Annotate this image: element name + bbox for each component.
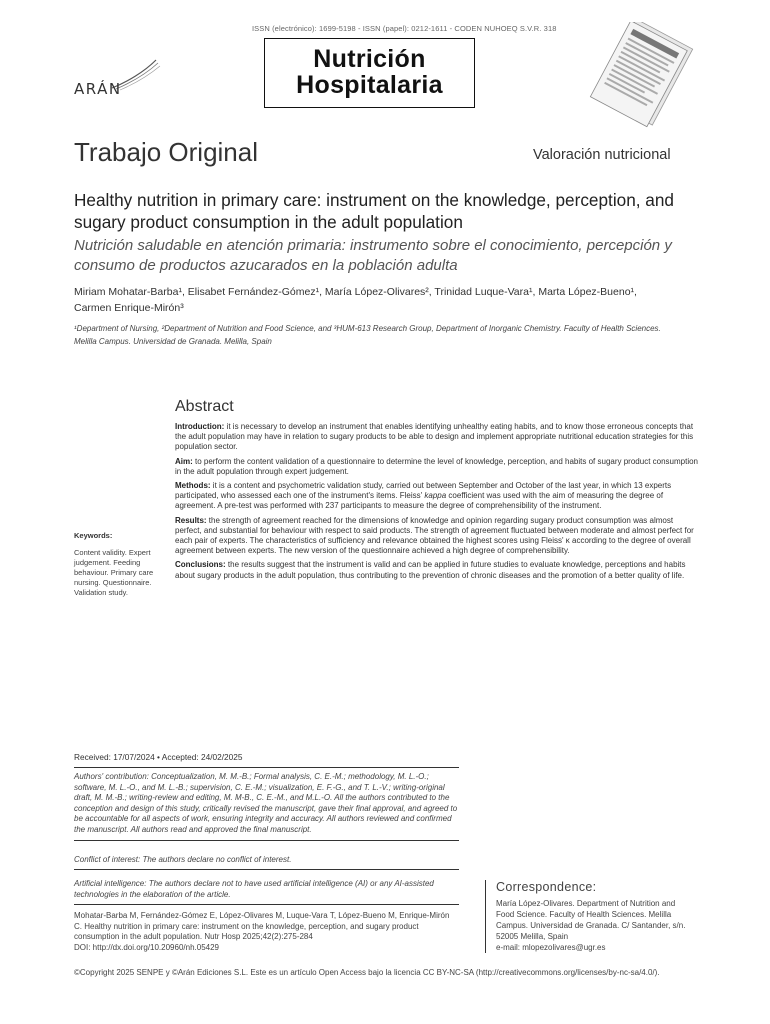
copyright-notice: ©Copyright 2025 SENPE y ©Arán Ediciones S.L. Este es un artículo Open Access bajo la licencia CC BY-NC-SA (http://creativecommons.org/licenses/by-nc-sa/4.0/). xyxy=(74,968,660,977)
correspondence-line: 52005 Melilla, Spain xyxy=(496,932,569,941)
doi-link[interactable]: DOI: http://dx.doi.org/10.20960/nh.05429 xyxy=(74,942,219,952)
abstract-introduction xyxy=(175,422,698,453)
journal-title-box xyxy=(264,38,475,108)
journal-title-line1: Nutrición xyxy=(313,45,426,73)
abstract-heading: Abstract xyxy=(175,398,234,415)
authors-contribution: Authors' contribution: Conceptualization, M. M.-B.; Formal analysis, C. E.-M.; methodology, M. L.-O.; software, M. L.-O., and M. L.-B.; supervision, C. E.-M.; visualization, E. F.-G., and T. L.-V.; writing-original draft, M. M.-B.; writing-review and editing, M. M-B., C. E.-M., and M.L.-O. All the authors contributed to the conception and design of this study, critically revised the manuscript, gave their final approval, and agreed to be accountable for all aspects of work, ensuring integrity and accuracy. All authors reviewed and confirmed the manuscript. All authors read and approved the final manuscript. xyxy=(74,772,459,841)
affiliation-line1: ¹Department of Nursing, ²Department of Nutrition and Food Science, and ³HUM-613 Research Group, Department of Inorganic Chemistry. Faculty of Health Sciences. xyxy=(74,324,661,333)
abstract-section-label: Conclusions: xyxy=(175,560,226,570)
article-type-heading: Trabajo Original xyxy=(74,137,259,167)
correspondence-line: María López-Olivares. Department of Nutrition and xyxy=(496,899,676,908)
citation-text: Mohatar-Barba M, Fernández-Gómez E, López-Olivares M, Luque-Vara T, López-Bueno M, Enrique-Mirón C. Healthy nutrition in primary care: instrument on the knowledge, perception, and sugary product consumption in the adult population. Nutr Hosp 2025;42(2):275-284 xyxy=(74,911,450,942)
abstract-section-text: to perform the content validation of a questionnaire to determine the level of knowledge, perception, and habits of sugary product consumption in the adult population through expert judgement. xyxy=(175,456,698,476)
affiliations xyxy=(74,322,714,348)
abstract-section-text: it is a content and psychometric validation study, carried out between September and October of the last year, in which 13 experts participated, who assessed each one of the instrument's items. Fleiss' xyxy=(175,481,672,501)
correspondence-email[interactable]: e-mail: mlopezolivares@ugr.es xyxy=(496,943,606,952)
abstract-section-text: it is necessary to develop an instrument that enables identifying unhealthy eating habits, and to know those erroneous concepts that the adult population may have in relation to sugary products to be able to design and implement appropriate nutritional education strategies for this population sector. xyxy=(175,422,694,452)
abstract-section-text: the strength of agreement reached for the dimensions of knowledge and opinion regarding sugary product consumption was almost perfect, and substantial for behaviour with respect to said products. The strength of agreement fluctuated between moderate and almost perfect for each pair of experts. The characteristics of sufficiency and relevance obtained the highest scores using Fleiss' κ according to the degree of overall agreement between experts. The new version of the questionnaire achieved a high degree of comprehensibility. xyxy=(175,515,694,556)
section-label: Valoración nutricional xyxy=(533,147,671,163)
correspondence-line: Food Science. Faculty of Health Sciences. Melilla xyxy=(496,910,672,919)
journal-title-line2: Hospitalaria xyxy=(296,71,443,99)
keywords-list: Content validity. Expert judgement. Feeding behaviour. Primary care nursing. Questionnaire. Validation study. xyxy=(74,548,154,597)
article-title-spanish: Nutrición saludable en atención primaria: instrumento sobre el conocimiento, percepción y consumo de productos azucarados en la población adulta xyxy=(74,237,672,274)
abstract-aim xyxy=(175,457,698,477)
correspondence-heading: Correspondence: xyxy=(496,880,597,894)
correspondence-box xyxy=(485,880,700,953)
author-list-line2: Carmen Enrique-Mirón³ xyxy=(74,302,184,314)
abstract-section-text: coefficient was used with the aim of measuring the degree of agreement. A pre-test was performed with 237 participants to measure the degree of comprehensibility of the instrument. xyxy=(175,491,664,511)
journal-cover-image xyxy=(580,22,710,132)
citation-block xyxy=(74,911,459,953)
abstract-section-label: Introduction: xyxy=(175,422,225,431)
received-accepted-dates: Received: 17/07/2024 • Accepted: 24/02/2025 xyxy=(74,752,459,768)
correspondence-body xyxy=(496,898,700,953)
ai-declaration: Artificial intelligence: The authors declare not to have used artificial intelligence (AI) or any AI-assisted technologies in the elaboration of the article. xyxy=(74,879,459,905)
abstract-section-text: the results suggest that the instrument is valid and can be applied in future studies to evaluate knowledge, perceptions and habits about sugary products in the adult population, thus contributing to the prevention of chronic diseases and the promotion of a better quality of life. xyxy=(175,560,686,580)
abstract-section-label: Aim: xyxy=(175,456,193,466)
abstract-conclusions xyxy=(175,560,698,580)
affiliation-line2: Melilla Campus. Universidad de Granada. Melilla, Spain xyxy=(74,337,272,346)
abstract-methods xyxy=(175,481,698,512)
aran-logo-text: ARÁN xyxy=(74,80,122,98)
abstract-body xyxy=(175,422,698,585)
abstract-section-label: Results: xyxy=(175,515,207,525)
journal-cover-icon xyxy=(580,22,710,132)
keywords-heading: Keywords: xyxy=(74,531,113,540)
author-list-line1: Miriam Mohatar-Barba¹, Elisabet Fernández-Gómez¹, María López-Olivares², Trinidad Luque-Vara¹, Marta López-Bueno¹, xyxy=(74,286,637,298)
correspondence-line: Campus. Universidad de Granada. C/ Santander, s/n. xyxy=(496,921,686,930)
abstract-section-label: Methods: xyxy=(175,481,211,491)
abstract-results xyxy=(175,516,698,557)
abstract-kappa-term: kappa xyxy=(424,491,447,501)
author-list xyxy=(74,284,694,316)
conflict-of-interest: Conflict of interest: The authors declare no conflict of interest. xyxy=(74,855,459,870)
issn-line: ISSN (electrónico): 1699-5198 - ISSN (papel): 0212-1611 - CODEN NUHOEQ S.V.R. 318 xyxy=(252,24,557,33)
article-title-english: Healthy nutrition in primary care: instrument on the knowledge, perception, and sugary product consumption in the adult population xyxy=(74,190,674,232)
